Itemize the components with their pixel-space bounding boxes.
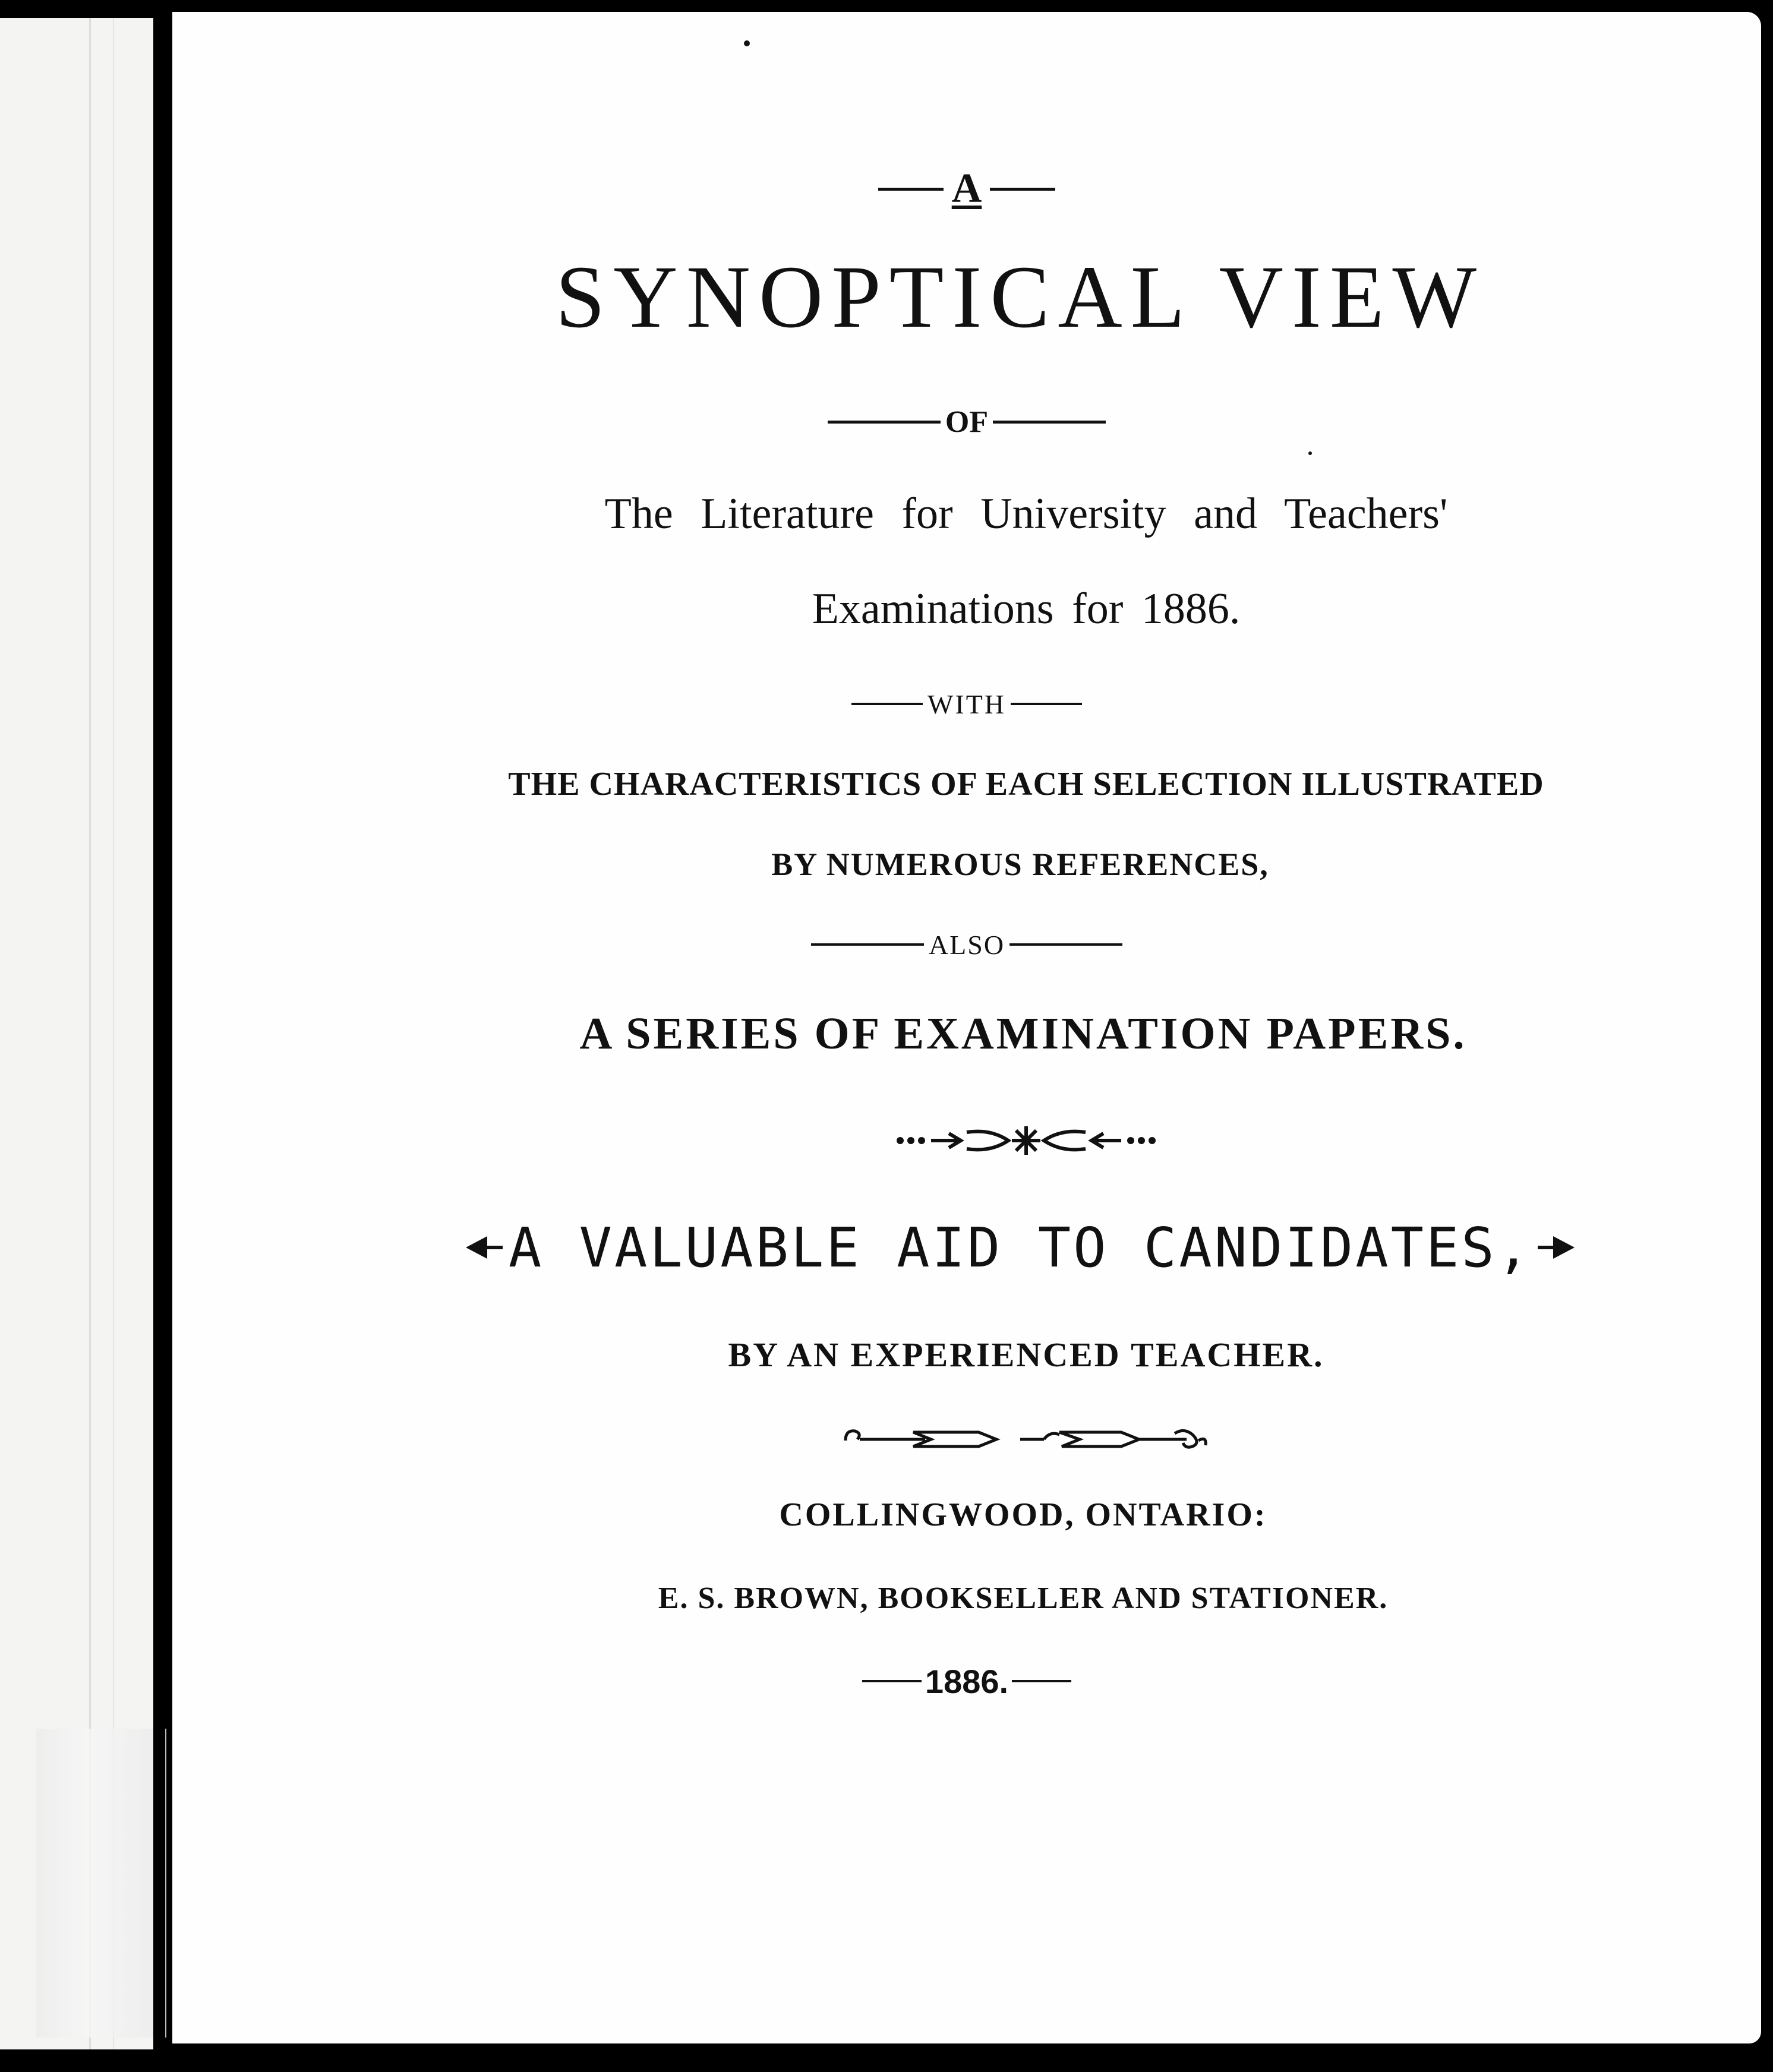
characteristics-text-2: BY NUMEROUS REFERENCES, [771,847,1269,882]
scroll-ornament-icon [842,1423,1210,1452]
ink-speck [744,40,750,46]
main-title: SYNOPTICAL VIEW [555,248,1485,346]
rule [1012,1680,1071,1682]
ink-speck [1308,451,1312,455]
publisher-line [172,1577,1761,1619]
with-line [172,686,1761,722]
series-text: A SERIES OF EXAMINATION PAPERS. [579,1008,1467,1059]
publisher-text: E. S. BROWN, BOOKSELLER AND STATIONER. [658,1581,1389,1615]
rule [828,421,941,424]
rule [993,421,1106,424]
rule [990,188,1055,191]
characteristics-text-1: THE CHARACTERISTICS OF EACH SELECTION ILLUSTRATED [508,766,1544,803]
title-article: A [951,166,982,211]
right-pointer-icon [1535,1233,1577,1262]
ornament-line-2 [172,1420,1761,1455]
characteristics-line-2 [172,844,1761,885]
place-text: COLLINGWOOD, ONTARIO: [779,1496,1267,1533]
subject-line-2 [172,582,1761,636]
characteristics-line-1 [172,763,1761,805]
book-spine-shadow [153,18,165,2049]
page-stain [36,1729,166,2038]
fleuron-ornament-icon [895,1123,1157,1158]
subject-text-1: The Literature for University and Teachers' [604,489,1448,538]
place-line [172,1494,1761,1536]
of-line [172,401,1761,443]
ornament-line-1 [172,1120,1761,1161]
tagline-line [172,1212,1761,1283]
with-label: WITH [927,688,1007,719]
subject-text-2: Examinations for 1886. [812,584,1241,633]
article-line [172,165,1761,213]
also-line [172,927,1761,962]
rule [878,188,944,191]
rule [1009,943,1122,946]
left-pointer-icon [463,1233,505,1262]
facing-page-edge [0,18,153,2049]
subject-line-1 [172,487,1761,541]
title-page [172,12,1761,2043]
of-label: OF [945,405,989,439]
also-label: ALSO [928,929,1005,960]
tagline-text: A VALUABLE AID TO CANDIDATES, [508,1215,1532,1280]
rule [811,943,924,946]
rule [851,703,923,705]
author-line [172,1334,1761,1375]
author-text: BY AN EXPERIENCED TEACHER. [728,1335,1324,1374]
year-text: 1886. [925,1662,1009,1700]
series-line [172,1007,1761,1060]
main-title-line [172,249,1761,345]
rule [862,1680,922,1682]
year-line [172,1660,1761,1702]
rule [1011,703,1082,705]
